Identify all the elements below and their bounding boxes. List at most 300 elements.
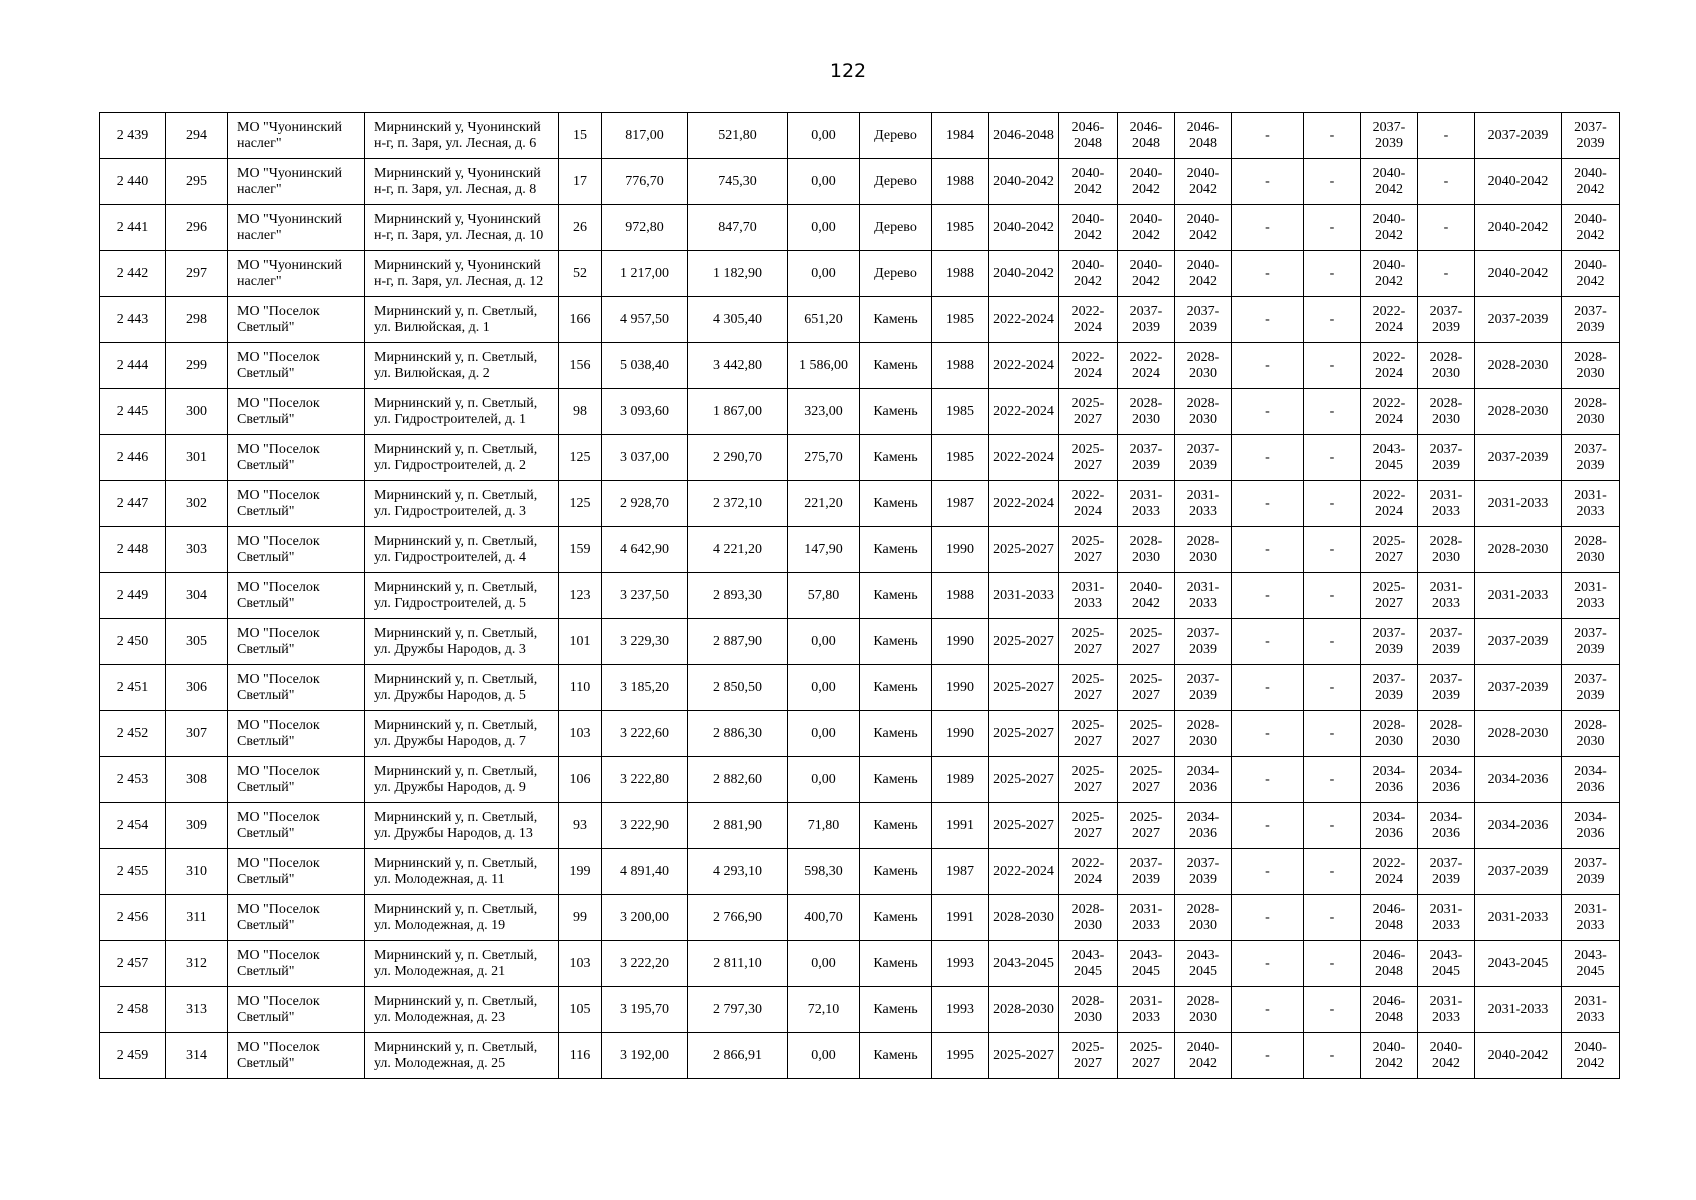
table-row <box>100 895 1620 941</box>
cell-period-2: 2022-2024 <box>1059 849 1118 895</box>
cell-object-number: 297 <box>166 251 228 297</box>
cell-period-2: 2040-2042 <box>1059 205 1118 251</box>
cell-living-area: 4 293,10 <box>688 849 788 895</box>
cell-period-8: 2028-2030 <box>1418 389 1475 435</box>
cell-nonresidential-area: 0,00 <box>788 757 860 803</box>
cell-period-6: - <box>1304 527 1361 573</box>
cell-row-number: 2 440 <box>100 159 166 205</box>
cell-period-10: 2028-2030 <box>1562 711 1620 757</box>
cell-address: Мирнинский у, п. Светлый, ул. Молодежная, д. 21 <box>365 941 559 987</box>
cell-build-year: 1989 <box>932 757 989 803</box>
cell-period-1: 2025-2027 <box>989 757 1059 803</box>
cell-period-7: 2025-2027 <box>1361 573 1418 619</box>
table-row <box>100 389 1620 435</box>
cell-build-year: 1985 <box>932 389 989 435</box>
cell-municipality: МО "Поселок Светлый" <box>228 1033 365 1079</box>
cell-living-area: 2 866,91 <box>688 1033 788 1079</box>
cell-living-area: 2 372,10 <box>688 481 788 527</box>
cell-object-number: 304 <box>166 573 228 619</box>
cell-period-10: 2037-2039 <box>1562 665 1620 711</box>
cell-period-10: 2040-2042 <box>1562 205 1620 251</box>
cell-total-area: 3 200,00 <box>602 895 688 941</box>
cell-period-4: 2040-2042 <box>1175 1033 1232 1079</box>
cell-period-1: 2025-2027 <box>989 711 1059 757</box>
cell-residents: 125 <box>559 435 602 481</box>
cell-period-4: 2037-2039 <box>1175 849 1232 895</box>
cell-build-year: 1988 <box>932 573 989 619</box>
cell-period-4: 2031-2033 <box>1175 481 1232 527</box>
cell-period-1: 2031-2033 <box>989 573 1059 619</box>
cell-period-2: 2025-2027 <box>1059 527 1118 573</box>
table-row <box>100 343 1620 389</box>
cell-period-9: 2040-2042 <box>1475 205 1562 251</box>
cell-object-number: 311 <box>166 895 228 941</box>
cell-nonresidential-area: 323,00 <box>788 389 860 435</box>
cell-period-2: 2022-2024 <box>1059 481 1118 527</box>
cell-municipality: МО "Поселок Светлый" <box>228 343 365 389</box>
cell-period-6: - <box>1304 435 1361 481</box>
cell-wall-material: Камень <box>860 619 932 665</box>
cell-residents: 110 <box>559 665 602 711</box>
cell-living-area: 2 881,90 <box>688 803 788 849</box>
cell-living-area: 2 850,50 <box>688 665 788 711</box>
cell-total-area: 776,70 <box>602 159 688 205</box>
cell-period-5: - <box>1232 987 1304 1033</box>
cell-nonresidential-area: 147,90 <box>788 527 860 573</box>
cell-period-1: 2022-2024 <box>989 297 1059 343</box>
cell-period-7: 2040-2042 <box>1361 159 1418 205</box>
cell-municipality: МО "Поселок Светлый" <box>228 619 365 665</box>
cell-municipality: МО "Поселок Светлый" <box>228 481 365 527</box>
cell-municipality: МО "Поселок Светлый" <box>228 941 365 987</box>
cell-period-7: 2022-2024 <box>1361 297 1418 343</box>
cell-period-5: - <box>1232 297 1304 343</box>
cell-period-4: 2028-2030 <box>1175 711 1232 757</box>
cell-total-area: 5 038,40 <box>602 343 688 389</box>
cell-wall-material: Камень <box>860 343 932 389</box>
table-body <box>100 113 1620 1079</box>
cell-build-year: 1990 <box>932 619 989 665</box>
cell-period-3: 2040-2042 <box>1118 573 1175 619</box>
cell-wall-material: Дерево <box>860 113 932 159</box>
cell-period-10: 2037-2039 <box>1562 619 1620 665</box>
cell-build-year: 1985 <box>932 297 989 343</box>
cell-period-1: 2022-2024 <box>989 435 1059 481</box>
cell-period-5: - <box>1232 849 1304 895</box>
cell-period-3: 2025-2027 <box>1118 665 1175 711</box>
cell-row-number: 2 447 <box>100 481 166 527</box>
cell-object-number: 298 <box>166 297 228 343</box>
cell-total-area: 3 222,80 <box>602 757 688 803</box>
cell-period-8: - <box>1418 159 1475 205</box>
cell-residents: 98 <box>559 389 602 435</box>
cell-total-area: 1 217,00 <box>602 251 688 297</box>
cell-nonresidential-area: 57,80 <box>788 573 860 619</box>
cell-wall-material: Камень <box>860 987 932 1033</box>
cell-row-number: 2 443 <box>100 297 166 343</box>
cell-period-8: 2040-2042 <box>1418 1033 1475 1079</box>
cell-total-area: 4 957,50 <box>602 297 688 343</box>
cell-total-area: 3 185,20 <box>602 665 688 711</box>
cell-wall-material: Камень <box>860 757 932 803</box>
cell-object-number: 296 <box>166 205 228 251</box>
cell-residents: 123 <box>559 573 602 619</box>
cell-wall-material: Камень <box>860 297 932 343</box>
cell-living-area: 2 290,70 <box>688 435 788 481</box>
cell-period-5: - <box>1232 205 1304 251</box>
cell-period-6: - <box>1304 895 1361 941</box>
cell-nonresidential-area: 221,20 <box>788 481 860 527</box>
cell-build-year: 1987 <box>932 849 989 895</box>
cell-residents: 199 <box>559 849 602 895</box>
cell-period-10: 2031-2033 <box>1562 573 1620 619</box>
cell-municipality: МО "Поселок Светлый" <box>228 527 365 573</box>
cell-total-area: 4 891,40 <box>602 849 688 895</box>
cell-period-3: 2037-2039 <box>1118 849 1175 895</box>
cell-period-7: 2022-2024 <box>1361 481 1418 527</box>
cell-wall-material: Камень <box>860 803 932 849</box>
cell-address: Мирнинский у, п. Светлый, ул. Дружбы Народов, д. 3 <box>365 619 559 665</box>
cell-period-8: 2028-2030 <box>1418 527 1475 573</box>
cell-municipality: МО "Поселок Светлый" <box>228 297 365 343</box>
cell-period-8: 2034-2036 <box>1418 803 1475 849</box>
cell-residents: 17 <box>559 159 602 205</box>
cell-period-2: 2043-2045 <box>1059 941 1118 987</box>
cell-period-2: 2025-2027 <box>1059 389 1118 435</box>
cell-row-number: 2 459 <box>100 1033 166 1079</box>
cell-period-9: 2037-2039 <box>1475 849 1562 895</box>
cell-period-3: 2031-2033 <box>1118 481 1175 527</box>
cell-period-9: 2034-2036 <box>1475 803 1562 849</box>
cell-period-9: 2028-2030 <box>1475 711 1562 757</box>
cell-period-2: 2028-2030 <box>1059 895 1118 941</box>
cell-object-number: 295 <box>166 159 228 205</box>
cell-period-4: 2040-2042 <box>1175 205 1232 251</box>
cell-period-1: 2022-2024 <box>989 389 1059 435</box>
cell-period-7: 2040-2042 <box>1361 1033 1418 1079</box>
cell-address: Мирнинский у, Чуонинский н-г, п. Заря, ул. Лесная, д. 12 <box>365 251 559 297</box>
cell-residents: 125 <box>559 481 602 527</box>
cell-period-5: - <box>1232 941 1304 987</box>
cell-period-2: 2025-2027 <box>1059 665 1118 711</box>
cell-period-8: 2037-2039 <box>1418 619 1475 665</box>
cell-address: Мирнинский у, п. Светлый, ул. Дружбы Народов, д. 13 <box>365 803 559 849</box>
cell-period-4: 2046-2048 <box>1175 113 1232 159</box>
cell-living-area: 847,70 <box>688 205 788 251</box>
cell-period-9: 2031-2033 <box>1475 895 1562 941</box>
cell-object-number: 302 <box>166 481 228 527</box>
cell-period-7: 2028-2030 <box>1361 711 1418 757</box>
cell-period-6: - <box>1304 481 1361 527</box>
cell-period-8: 2028-2030 <box>1418 343 1475 389</box>
cell-period-7: 2040-2042 <box>1361 251 1418 297</box>
cell-period-1: 2025-2027 <box>989 1033 1059 1079</box>
cell-row-number: 2 453 <box>100 757 166 803</box>
cell-period-10: 2031-2033 <box>1562 895 1620 941</box>
cell-period-3: 2046-2048 <box>1118 113 1175 159</box>
cell-build-year: 1988 <box>932 251 989 297</box>
cell-period-1: 2028-2030 <box>989 987 1059 1033</box>
cell-period-10: 2040-2042 <box>1562 159 1620 205</box>
cell-living-area: 2 766,90 <box>688 895 788 941</box>
cell-row-number: 2 448 <box>100 527 166 573</box>
cell-residents: 159 <box>559 527 602 573</box>
cell-total-area: 3 222,20 <box>602 941 688 987</box>
cell-living-area: 2 886,30 <box>688 711 788 757</box>
cell-nonresidential-area: 0,00 <box>788 159 860 205</box>
cell-address: Мирнинский у, п. Светлый, ул. Гидростроителей, д. 3 <box>365 481 559 527</box>
cell-period-8: 2037-2039 <box>1418 297 1475 343</box>
cell-address: Мирнинский у, п. Светлый, ул. Гидростроителей, д. 5 <box>365 573 559 619</box>
cell-period-4: 2037-2039 <box>1175 619 1232 665</box>
cell-period-9: 2034-2036 <box>1475 757 1562 803</box>
cell-municipality: МО "Поселок Светлый" <box>228 573 365 619</box>
cell-row-number: 2 445 <box>100 389 166 435</box>
cell-period-4: 2034-2036 <box>1175 803 1232 849</box>
cell-residents: 166 <box>559 297 602 343</box>
cell-period-9: 2031-2033 <box>1475 573 1562 619</box>
cell-period-6: - <box>1304 987 1361 1033</box>
cell-period-1: 2025-2027 <box>989 803 1059 849</box>
cell-wall-material: Дерево <box>860 159 932 205</box>
cell-total-area: 3 229,30 <box>602 619 688 665</box>
cell-period-7: 2022-2024 <box>1361 389 1418 435</box>
cell-object-number: 303 <box>166 527 228 573</box>
cell-total-area: 3 037,00 <box>602 435 688 481</box>
cell-total-area: 3 093,60 <box>602 389 688 435</box>
cell-row-number: 2 444 <box>100 343 166 389</box>
cell-nonresidential-area: 598,30 <box>788 849 860 895</box>
cell-period-3: 2028-2030 <box>1118 389 1175 435</box>
cell-period-8: 2037-2039 <box>1418 435 1475 481</box>
cell-municipality: МО "Поселок Светлый" <box>228 803 365 849</box>
cell-residents: 93 <box>559 803 602 849</box>
cell-period-3: 2031-2033 <box>1118 895 1175 941</box>
cell-living-area: 4 221,20 <box>688 527 788 573</box>
cell-period-5: - <box>1232 159 1304 205</box>
cell-residents: 103 <box>559 711 602 757</box>
cell-period-2: 2022-2024 <box>1059 297 1118 343</box>
cell-period-5: - <box>1232 251 1304 297</box>
table-row <box>100 205 1620 251</box>
cell-period-1: 2043-2045 <box>989 941 1059 987</box>
cell-row-number: 2 446 <box>100 435 166 481</box>
cell-build-year: 1990 <box>932 711 989 757</box>
cell-municipality: МО "Поселок Светлый" <box>228 665 365 711</box>
table-row <box>100 113 1620 159</box>
cell-period-7: 2022-2024 <box>1361 849 1418 895</box>
cell-period-8: 2028-2030 <box>1418 711 1475 757</box>
cell-address: Мирнинский у, п. Светлый, ул. Дружбы Народов, д. 7 <box>365 711 559 757</box>
cell-period-3: 2037-2039 <box>1118 435 1175 481</box>
cell-period-10: 2040-2042 <box>1562 251 1620 297</box>
cell-build-year: 1985 <box>932 435 989 481</box>
cell-build-year: 1988 <box>932 343 989 389</box>
cell-period-3: 2025-2027 <box>1118 711 1175 757</box>
cell-row-number: 2 454 <box>100 803 166 849</box>
cell-period-3: 2043-2045 <box>1118 941 1175 987</box>
cell-wall-material: Камень <box>860 435 932 481</box>
cell-object-number: 312 <box>166 941 228 987</box>
cell-period-10: 2043-2045 <box>1562 941 1620 987</box>
cell-residents: 116 <box>559 1033 602 1079</box>
cell-residents: 106 <box>559 757 602 803</box>
cell-period-10: 2028-2030 <box>1562 527 1620 573</box>
cell-period-7: 2037-2039 <box>1361 665 1418 711</box>
table-row <box>100 849 1620 895</box>
cell-period-6: - <box>1304 665 1361 711</box>
cell-municipality: МО "Чуонинский наслег" <box>228 251 365 297</box>
cell-period-2: 2025-2027 <box>1059 435 1118 481</box>
cell-wall-material: Камень <box>860 527 932 573</box>
cell-period-8: 2031-2033 <box>1418 987 1475 1033</box>
cell-period-4: 2028-2030 <box>1175 527 1232 573</box>
cell-period-3: 2040-2042 <box>1118 159 1175 205</box>
cell-residents: 101 <box>559 619 602 665</box>
cell-address: Мирнинский у, п. Светлый, ул. Дружбы Народов, д. 5 <box>365 665 559 711</box>
cell-address: Мирнинский у, п. Светлый, ул. Гидростроителей, д. 4 <box>365 527 559 573</box>
cell-address: Мирнинский у, п. Светлый, ул. Молодежная, д. 23 <box>365 987 559 1033</box>
cell-object-number: 305 <box>166 619 228 665</box>
table-row <box>100 435 1620 481</box>
cell-period-3: 2025-2027 <box>1118 1033 1175 1079</box>
cell-living-area: 2 811,10 <box>688 941 788 987</box>
cell-period-2: 2040-2042 <box>1059 159 1118 205</box>
cell-period-4: 2028-2030 <box>1175 987 1232 1033</box>
table-row <box>100 803 1620 849</box>
cell-living-area: 2 887,90 <box>688 619 788 665</box>
cell-period-2: 2046-2048 <box>1059 113 1118 159</box>
cell-living-area: 521,80 <box>688 113 788 159</box>
cell-object-number: 314 <box>166 1033 228 1079</box>
cell-period-7: 2037-2039 <box>1361 619 1418 665</box>
cell-municipality: МО "Поселок Светлый" <box>228 895 365 941</box>
cell-address: Мирнинский у, п. Светлый, ул. Вилюйская, д. 1 <box>365 297 559 343</box>
cell-period-2: 2025-2027 <box>1059 757 1118 803</box>
table-row <box>100 481 1620 527</box>
cell-period-10: 2037-2039 <box>1562 297 1620 343</box>
cell-period-7: 2025-2027 <box>1361 527 1418 573</box>
cell-period-8: 2043-2045 <box>1418 941 1475 987</box>
cell-period-9: 2043-2045 <box>1475 941 1562 987</box>
cell-period-6: - <box>1304 251 1361 297</box>
cell-municipality: МО "Поселок Светлый" <box>228 987 365 1033</box>
cell-object-number: 307 <box>166 711 228 757</box>
cell-period-1: 2040-2042 <box>989 251 1059 297</box>
cell-period-4: 2028-2030 <box>1175 389 1232 435</box>
page-number: 122 <box>829 60 867 82</box>
cell-period-4: 2040-2042 <box>1175 159 1232 205</box>
cell-period-7: 2046-2048 <box>1361 987 1418 1033</box>
cell-period-8: 2034-2036 <box>1418 757 1475 803</box>
cell-build-year: 1991 <box>932 895 989 941</box>
cell-period-9: 2037-2039 <box>1475 113 1562 159</box>
cell-nonresidential-area: 0,00 <box>788 251 860 297</box>
cell-wall-material: Камень <box>860 573 932 619</box>
cell-period-1: 2022-2024 <box>989 849 1059 895</box>
cell-total-area: 2 928,70 <box>602 481 688 527</box>
cell-period-1: 2022-2024 <box>989 481 1059 527</box>
cell-period-10: 2037-2039 <box>1562 113 1620 159</box>
cell-residents: 52 <box>559 251 602 297</box>
cell-period-7: 2034-2036 <box>1361 803 1418 849</box>
table-row <box>100 941 1620 987</box>
cell-period-5: - <box>1232 389 1304 435</box>
cell-nonresidential-area: 71,80 <box>788 803 860 849</box>
cell-wall-material: Камень <box>860 1033 932 1079</box>
cell-period-3: 2040-2042 <box>1118 251 1175 297</box>
cell-municipality: МО "Чуонинский наслег" <box>228 159 365 205</box>
cell-total-area: 3 192,00 <box>602 1033 688 1079</box>
cell-row-number: 2 441 <box>100 205 166 251</box>
cell-period-6: - <box>1304 619 1361 665</box>
cell-period-6: - <box>1304 159 1361 205</box>
cell-period-1: 2025-2027 <box>989 619 1059 665</box>
cell-period-10: 2034-2036 <box>1562 757 1620 803</box>
cell-period-9: 2028-2030 <box>1475 343 1562 389</box>
cell-municipality: МО "Поселок Светлый" <box>228 711 365 757</box>
cell-period-5: - <box>1232 1033 1304 1079</box>
cell-period-5: - <box>1232 803 1304 849</box>
cell-total-area: 3 195,70 <box>602 987 688 1033</box>
cell-period-1: 2025-2027 <box>989 665 1059 711</box>
cell-period-2: 2025-2027 <box>1059 619 1118 665</box>
cell-period-6: - <box>1304 941 1361 987</box>
cell-total-area: 4 642,90 <box>602 527 688 573</box>
cell-row-number: 2 451 <box>100 665 166 711</box>
cell-wall-material: Камень <box>860 849 932 895</box>
cell-living-area: 3 442,80 <box>688 343 788 389</box>
cell-period-2: 2028-2030 <box>1059 987 1118 1033</box>
cell-build-year: 1991 <box>932 803 989 849</box>
cell-period-8: 2031-2033 <box>1418 481 1475 527</box>
cell-residents: 99 <box>559 895 602 941</box>
cell-nonresidential-area: 275,70 <box>788 435 860 481</box>
cell-period-1: 2046-2048 <box>989 113 1059 159</box>
cell-period-5: - <box>1232 527 1304 573</box>
cell-period-8: - <box>1418 205 1475 251</box>
cell-period-6: - <box>1304 389 1361 435</box>
cell-period-10: 2037-2039 <box>1562 849 1620 895</box>
cell-period-1: 2022-2024 <box>989 343 1059 389</box>
cell-period-4: 2037-2039 <box>1175 665 1232 711</box>
cell-period-8: - <box>1418 113 1475 159</box>
cell-period-4: 2028-2030 <box>1175 895 1232 941</box>
cell-row-number: 2 449 <box>100 573 166 619</box>
cell-build-year: 1990 <box>932 527 989 573</box>
cell-period-4: 2040-2042 <box>1175 251 1232 297</box>
cell-build-year: 1987 <box>932 481 989 527</box>
cell-total-area: 972,80 <box>602 205 688 251</box>
cell-nonresidential-area: 0,00 <box>788 619 860 665</box>
cell-living-area: 4 305,40 <box>688 297 788 343</box>
cell-row-number: 2 455 <box>100 849 166 895</box>
cell-period-6: - <box>1304 573 1361 619</box>
housing-registry-table <box>99 112 1620 1079</box>
cell-row-number: 2 439 <box>100 113 166 159</box>
cell-period-7: 2043-2045 <box>1361 435 1418 481</box>
cell-build-year: 1988 <box>932 159 989 205</box>
cell-period-1: 2040-2042 <box>989 159 1059 205</box>
cell-period-6: - <box>1304 297 1361 343</box>
cell-period-7: 2022-2024 <box>1361 343 1418 389</box>
cell-period-9: 2040-2042 <box>1475 159 1562 205</box>
cell-row-number: 2 456 <box>100 895 166 941</box>
cell-period-5: - <box>1232 619 1304 665</box>
cell-build-year: 1985 <box>932 205 989 251</box>
cell-period-4: 2031-2033 <box>1175 573 1232 619</box>
cell-period-4: 2028-2030 <box>1175 343 1232 389</box>
